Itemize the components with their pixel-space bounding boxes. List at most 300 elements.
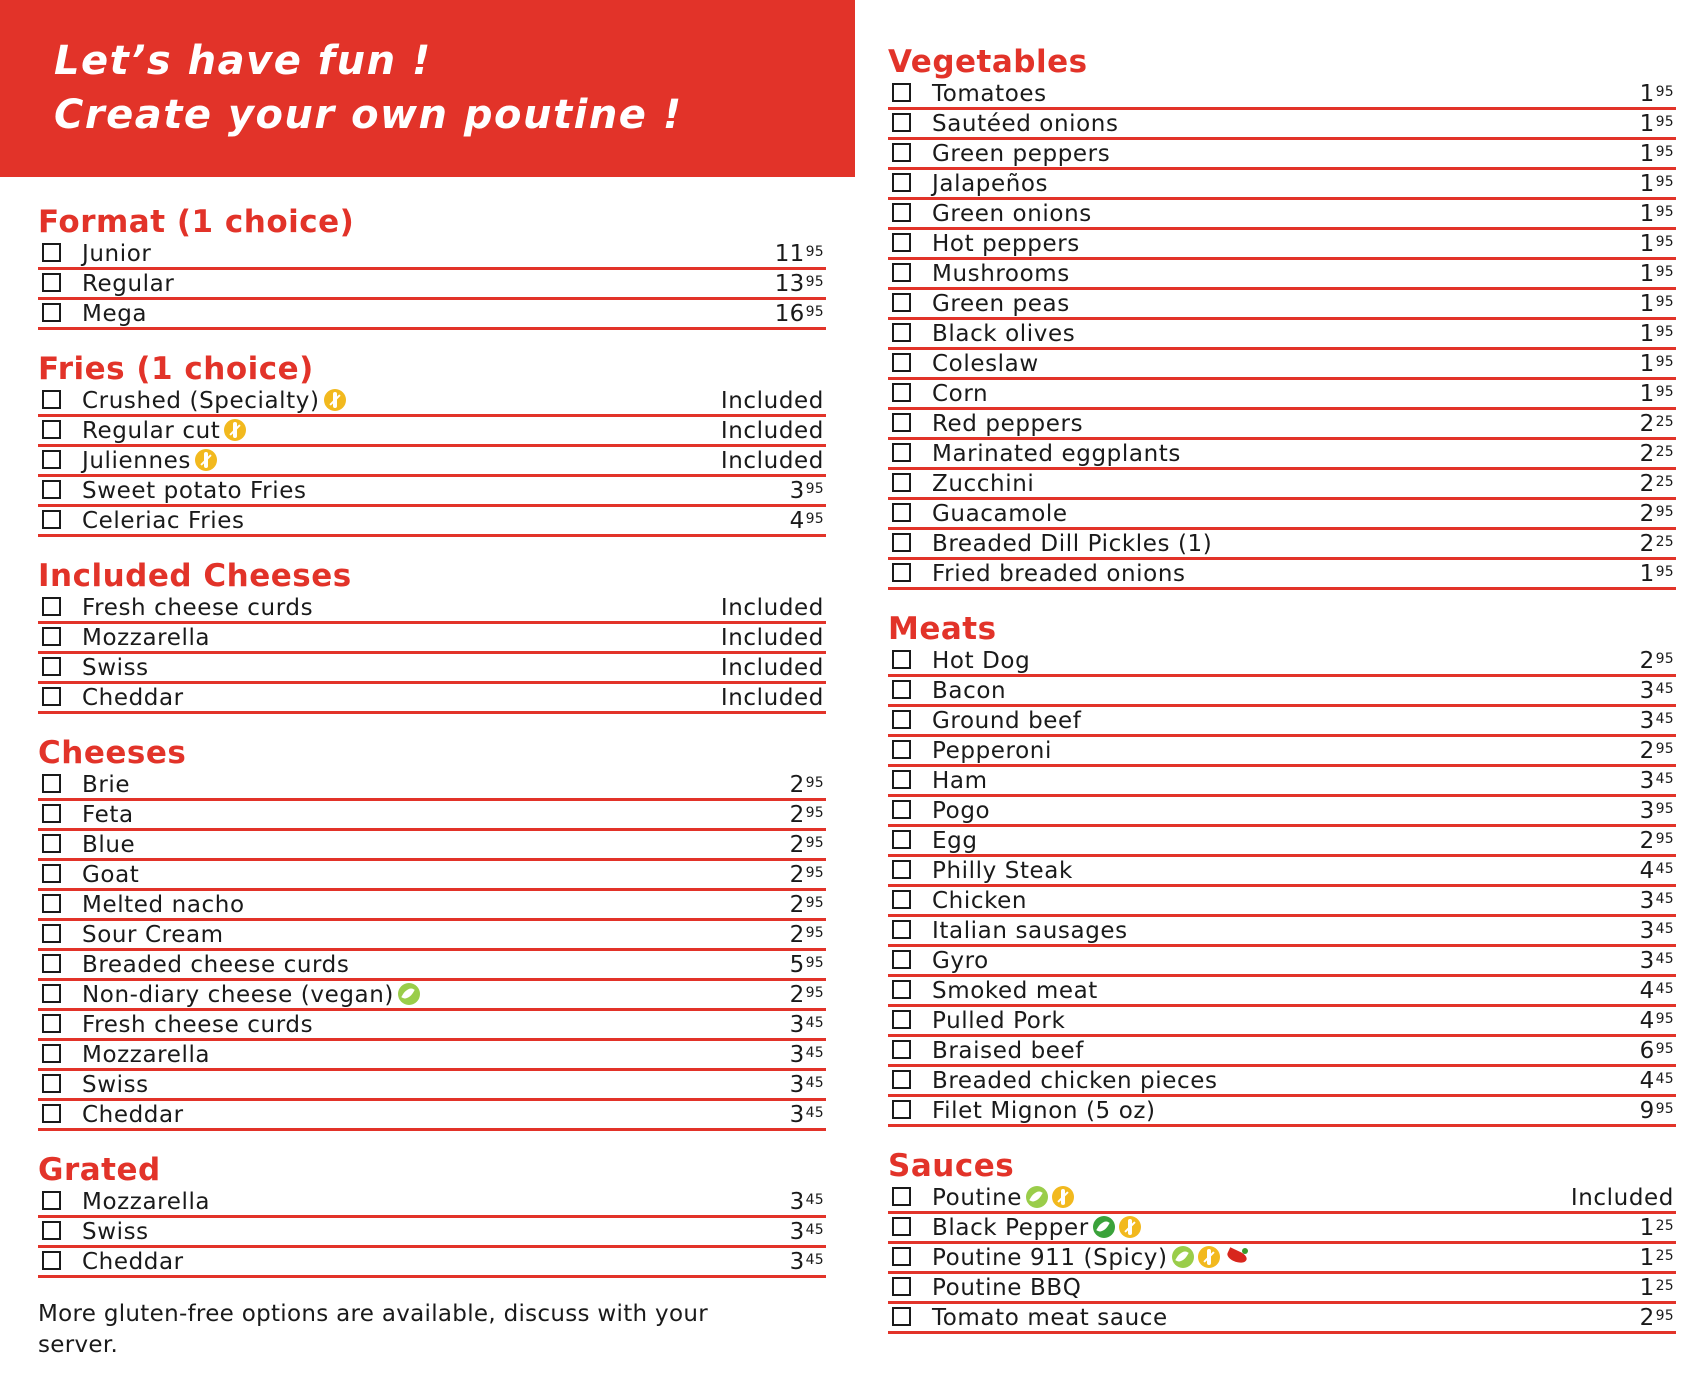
section-sauces	[888, 1148, 1676, 1334]
item-checkbox[interactable]	[42, 864, 61, 883]
menu-item-row[interactable]	[38, 1218, 826, 1248]
menu-item-row[interactable]	[38, 417, 826, 447]
item-label-wrap	[932, 947, 989, 975]
item-price	[1640, 797, 1674, 825]
menu-item-row[interactable]	[888, 140, 1676, 170]
vegan-leaf-icon	[398, 983, 420, 1005]
price-cents: 95	[1655, 1011, 1674, 1027]
item-label-wrap	[82, 981, 420, 1009]
item-checkbox[interactable]	[42, 687, 61, 706]
item-checkbox[interactable]	[892, 1040, 911, 1059]
price-dollars: 2	[1639, 531, 1655, 557]
price-dollars: 16	[774, 301, 805, 327]
item-label-wrap	[932, 977, 1098, 1005]
item-label: Blue	[82, 832, 136, 858]
item-label: Breaded Dill Pickles (1)	[932, 531, 1213, 557]
item-label-wrap	[932, 560, 1186, 588]
item-label: Gyro	[932, 948, 989, 974]
item-price	[1640, 887, 1674, 915]
item-checkbox[interactable]	[42, 984, 61, 1003]
item-label: Celeriac Fries	[82, 508, 245, 534]
price-cents: 25	[1655, 1218, 1674, 1234]
item-price	[721, 387, 824, 415]
item-label: Regular cut	[82, 418, 221, 444]
item-price	[790, 861, 824, 889]
menu-item-row[interactable]	[888, 470, 1676, 500]
menu-item-row[interactable]	[888, 440, 1676, 470]
item-checkbox[interactable]	[892, 473, 911, 492]
item-label: Filet Mignon (5 oz)	[932, 1098, 1156, 1124]
item-label: Melted nacho	[82, 892, 245, 918]
item-checkbox[interactable]	[42, 627, 61, 646]
price-cents: 95	[805, 304, 824, 320]
item-checkbox[interactable]	[892, 83, 911, 102]
price-dollars: 2	[1639, 828, 1655, 854]
item-checkbox[interactable]	[892, 980, 911, 999]
price-dollars: 1	[1639, 81, 1655, 107]
menu-item-row[interactable]	[888, 707, 1676, 737]
item-checkbox[interactable]	[42, 1251, 61, 1270]
price-cents: 95	[805, 835, 824, 851]
gluten-free-icon	[1119, 1216, 1141, 1238]
item-label-wrap	[82, 417, 246, 445]
vegan-leaf-icon	[1026, 1186, 1048, 1208]
item-checkbox[interactable]	[892, 1187, 911, 1206]
item-checkbox[interactable]	[42, 894, 61, 913]
item-checkbox[interactable]	[42, 597, 61, 616]
item-checkbox[interactable]	[42, 1044, 61, 1063]
price-cents: 95	[805, 985, 824, 1001]
item-checkbox[interactable]	[42, 303, 61, 322]
price-dollars: 3	[1639, 708, 1655, 734]
item-checkbox[interactable]	[892, 503, 911, 522]
item-label-wrap	[932, 677, 1006, 705]
item-checkbox[interactable]	[892, 860, 911, 879]
item-checkbox[interactable]	[892, 770, 911, 789]
menu-item-row[interactable]	[888, 380, 1676, 410]
menu-item-row[interactable]	[888, 350, 1676, 380]
menu-item-row[interactable]	[888, 1244, 1676, 1274]
item-label: Bacon	[932, 678, 1007, 704]
price-cents: 95	[1655, 1101, 1674, 1117]
item-checkbox[interactable]	[892, 830, 911, 849]
section-title: Included Cheeses	[38, 558, 352, 594]
section-title: Format (1 choice)	[38, 204, 355, 240]
price-dollars: 1	[1639, 1215, 1655, 1241]
item-price	[775, 300, 824, 328]
item-label: Poutine 911 (Spicy)	[932, 1245, 1168, 1271]
section-meats	[888, 611, 1676, 1127]
item-checkbox[interactable]	[42, 804, 61, 823]
item-label-wrap	[932, 410, 1083, 438]
menu-item-row[interactable]	[888, 1304, 1676, 1334]
menu-item-row[interactable]	[888, 1097, 1676, 1127]
menu-item-row[interactable]	[38, 624, 826, 654]
item-label: Fresh cheese curds	[82, 595, 314, 621]
menu-item-row[interactable]	[888, 1214, 1676, 1244]
item-checkbox[interactable]	[892, 143, 911, 162]
price-dollars: 2	[789, 862, 805, 888]
menu-item-row[interactable]	[888, 110, 1676, 140]
item-label: Mozzarella	[82, 1042, 211, 1068]
item-label: Feta	[82, 802, 134, 828]
item-checkbox[interactable]	[42, 243, 61, 262]
menu-item-row[interactable]	[888, 677, 1676, 707]
item-label: Coleslaw	[932, 351, 1039, 377]
price-dollars: Included	[720, 595, 824, 621]
price-dollars: 2	[789, 802, 805, 828]
item-checkbox[interactable]	[42, 1104, 61, 1123]
price-cents: 45	[1655, 921, 1674, 937]
price-dollars: 2	[1639, 441, 1655, 467]
price-dollars: 2	[1639, 501, 1655, 527]
price-cents: 45	[805, 1105, 824, 1121]
menu-item-row[interactable]	[888, 320, 1676, 350]
item-label-wrap	[932, 1244, 1250, 1272]
item-label: Italian sausages	[932, 918, 1128, 944]
item-label: Crushed (Specialty)	[82, 388, 320, 414]
item-label-wrap	[932, 170, 1048, 198]
item-checkbox[interactable]	[892, 233, 911, 252]
item-label-wrap	[82, 1218, 149, 1246]
item-checkbox[interactable]	[42, 1014, 61, 1033]
price-dollars: Included	[720, 685, 824, 711]
item-label: Ham	[932, 768, 988, 794]
item-label-wrap	[82, 624, 210, 652]
item-label-wrap	[932, 737, 1052, 765]
price-cents: 45	[805, 1015, 824, 1031]
item-label-wrap	[932, 1274, 1081, 1302]
item-label-wrap	[932, 1007, 1065, 1035]
price-cents: 95	[805, 511, 824, 527]
menu-item-row[interactable]	[38, 1011, 826, 1041]
menu-item-row[interactable]	[888, 947, 1676, 977]
menu-item-row[interactable]	[38, 684, 826, 714]
item-price	[721, 654, 824, 682]
item-checkbox[interactable]	[892, 1217, 911, 1236]
item-price	[1640, 1214, 1674, 1242]
menu-item-row[interactable]	[38, 300, 826, 330]
menu-item-row[interactable]	[888, 80, 1676, 110]
price-cents: 95	[805, 895, 824, 911]
item-label-wrap	[82, 300, 147, 328]
price-dollars: 3	[1639, 768, 1655, 794]
item-checkbox[interactable]	[892, 203, 911, 222]
item-price	[1640, 380, 1674, 408]
item-checkbox[interactable]	[42, 420, 61, 439]
item-checkbox[interactable]	[892, 920, 911, 939]
item-checkbox[interactable]	[892, 890, 911, 909]
item-label: Swiss	[82, 1219, 149, 1245]
price-dollars: 1	[1639, 381, 1655, 407]
menu-item-row[interactable]	[888, 530, 1676, 560]
menu-item-row[interactable]	[888, 977, 1676, 1007]
item-price	[790, 1248, 824, 1276]
menu-item-row[interactable]	[888, 410, 1676, 440]
item-checkbox[interactable]	[892, 680, 911, 699]
price-cents: 95	[1655, 504, 1674, 520]
price-cents: 95	[1655, 234, 1674, 250]
menu-item-row[interactable]	[888, 647, 1676, 677]
item-price	[1640, 677, 1674, 705]
price-cents: 25	[1655, 1278, 1674, 1294]
price-cents: 95	[1655, 204, 1674, 220]
item-label-wrap	[932, 140, 1110, 168]
item-label: Cheddar	[82, 1102, 184, 1128]
item-price	[790, 831, 824, 859]
item-label: Breaded cheese curds	[82, 952, 350, 978]
item-price	[790, 921, 824, 949]
price-dollars: Included	[720, 418, 824, 444]
price-dollars: 2	[789, 982, 805, 1008]
price-dollars: Included	[720, 448, 824, 474]
menu-item-row[interactable]	[888, 200, 1676, 230]
item-label-wrap	[932, 827, 978, 855]
gluten-free-icon	[324, 389, 346, 411]
item-checkbox[interactable]	[42, 657, 61, 676]
menu-item-row[interactable]	[888, 170, 1676, 200]
price-cents: 45	[1655, 951, 1674, 967]
item-checkbox[interactable]	[892, 950, 911, 969]
price-cents: 95	[805, 805, 824, 821]
item-price	[1640, 767, 1674, 795]
menu-item-row[interactable]	[888, 857, 1676, 887]
price-dollars: Included	[720, 655, 824, 681]
item-checkbox[interactable]	[892, 740, 911, 759]
item-checkbox[interactable]	[42, 1221, 61, 1240]
item-checkbox[interactable]	[42, 924, 61, 943]
item-checkbox[interactable]	[892, 563, 911, 582]
price-cents: 45	[805, 1222, 824, 1238]
menu-item-row[interactable]	[38, 654, 826, 684]
item-label-wrap	[932, 260, 1070, 288]
menu-item-row[interactable]	[888, 1274, 1676, 1304]
item-label-wrap	[82, 801, 134, 829]
price-cents: 95	[1655, 651, 1674, 667]
menu-item-row[interactable]	[38, 594, 826, 624]
item-checkbox[interactable]	[892, 800, 911, 819]
menu-item-row[interactable]	[888, 290, 1676, 320]
item-label-wrap	[82, 771, 130, 799]
menu-item-row[interactable]	[38, 1041, 826, 1071]
menu-item-row[interactable]	[888, 500, 1676, 530]
price-dollars: 3	[789, 1219, 805, 1245]
menu-item-row[interactable]	[888, 1037, 1676, 1067]
item-price	[790, 1101, 824, 1129]
item-label-wrap	[932, 887, 1027, 915]
item-checkbox[interactable]	[42, 273, 61, 292]
item-label-wrap	[932, 917, 1128, 945]
item-label: Swiss	[82, 655, 149, 681]
item-label: Black Pepper	[932, 1215, 1089, 1241]
menu-item-row[interactable]	[38, 240, 826, 270]
item-checkbox[interactable]	[892, 293, 911, 312]
menu-item-row[interactable]	[888, 260, 1676, 290]
item-label-wrap	[932, 80, 1047, 108]
item-label: Black olives	[932, 321, 1076, 347]
spicy-pepper-icon	[1224, 1246, 1250, 1268]
item-price	[1640, 1304, 1674, 1332]
item-checkbox[interactable]	[892, 1070, 911, 1089]
item-checkbox[interactable]	[892, 323, 911, 342]
menu-item-row[interactable]	[38, 831, 826, 861]
item-price	[1571, 1184, 1674, 1212]
right-column	[888, 44, 1676, 1355]
item-label: Goat	[82, 862, 140, 888]
item-checkbox[interactable]	[42, 480, 61, 499]
price-dollars: 3	[789, 1012, 805, 1038]
item-checkbox[interactable]	[892, 173, 911, 192]
item-checkbox[interactable]	[892, 1307, 911, 1326]
menu-item-row[interactable]	[38, 951, 826, 981]
menu-item-row[interactable]	[38, 270, 826, 300]
menu-item-row[interactable]	[888, 797, 1676, 827]
item-checkbox[interactable]	[892, 710, 911, 729]
section-title: Fries (1 choice)	[38, 351, 314, 387]
item-label: Braised beef	[932, 1038, 1084, 1064]
menu-item-row[interactable]	[888, 1067, 1676, 1097]
item-checkbox[interactable]	[42, 510, 61, 529]
item-checkbox[interactable]	[892, 1277, 911, 1296]
price-cents: 95	[805, 775, 824, 791]
item-checkbox[interactable]	[892, 353, 911, 372]
item-checkbox[interactable]	[42, 450, 61, 469]
item-label: Junior	[82, 241, 152, 267]
menu-item-row[interactable]	[888, 767, 1676, 797]
menu-item-row[interactable]	[38, 891, 826, 921]
item-price	[1640, 1007, 1674, 1035]
item-checkbox[interactable]	[892, 263, 911, 282]
item-checkbox[interactable]	[42, 390, 61, 409]
item-label-wrap	[82, 684, 184, 712]
menu-item-row[interactable]	[38, 447, 826, 477]
menu-item-row[interactable]	[38, 1248, 826, 1278]
price-cents: 25	[1655, 474, 1674, 490]
vegan-leaf-icon	[1172, 1246, 1194, 1268]
item-checkbox[interactable]	[892, 1100, 911, 1119]
item-checkbox[interactable]	[892, 533, 911, 552]
item-checkbox[interactable]	[892, 1247, 911, 1266]
item-label: Cheddar	[82, 1249, 184, 1275]
menu-item-row[interactable]	[888, 827, 1676, 857]
item-label-wrap	[932, 470, 1034, 498]
price-cents: 95	[805, 925, 824, 941]
item-checkbox[interactable]	[42, 954, 61, 973]
menu-item-row[interactable]	[888, 230, 1676, 260]
menu-item-row[interactable]	[888, 560, 1676, 590]
item-label-wrap	[932, 1304, 1168, 1332]
item-price	[1640, 647, 1674, 675]
menu-item-row[interactable]	[888, 917, 1676, 947]
item-checkbox[interactable]	[42, 834, 61, 853]
item-checkbox[interactable]	[42, 1191, 61, 1210]
menu-item-row[interactable]	[38, 387, 826, 417]
price-dollars: 1	[1639, 111, 1655, 137]
item-label: Red peppers	[932, 411, 1084, 437]
item-price	[1640, 260, 1674, 288]
item-label-wrap	[82, 951, 349, 979]
price-cents: 95	[1655, 1041, 1674, 1057]
item-label-wrap	[82, 1101, 184, 1129]
item-checkbox[interactable]	[892, 650, 911, 669]
item-label-wrap	[932, 230, 1080, 258]
price-dollars: 2	[789, 772, 805, 798]
menu-item-row[interactable]	[888, 887, 1676, 917]
menu-item-row[interactable]	[38, 1188, 826, 1218]
price-dollars: 3	[789, 1249, 805, 1275]
menu-item-row[interactable]	[38, 981, 826, 1011]
item-price	[1640, 737, 1674, 765]
item-checkbox[interactable]	[892, 443, 911, 462]
gluten-free-note: More gluten-free options are available, discuss with your server.	[38, 1301, 708, 1358]
menu-item-row[interactable]	[38, 771, 826, 801]
price-cents: 95	[805, 865, 824, 881]
item-checkbox[interactable]	[42, 1074, 61, 1093]
banner-title-line-1: Let’s have fun !	[54, 38, 432, 84]
item-checkbox[interactable]	[892, 1010, 911, 1029]
item-label-wrap	[82, 1011, 313, 1039]
item-label-wrap	[82, 447, 217, 475]
menu-item-row[interactable]	[38, 1101, 826, 1131]
price-dollars: 4	[1639, 1008, 1655, 1034]
item-price	[1640, 1244, 1674, 1272]
menu-item-row[interactable]	[888, 737, 1676, 767]
item-label-wrap	[82, 921, 224, 949]
item-label-wrap	[932, 857, 1073, 885]
menu-item-row[interactable]	[888, 1007, 1676, 1037]
menu-item-row[interactable]	[38, 921, 826, 951]
item-checkbox[interactable]	[42, 774, 61, 793]
item-checkbox[interactable]	[892, 413, 911, 432]
item-price	[1640, 230, 1674, 258]
price-dollars: Included	[1570, 1185, 1674, 1211]
item-label: Regular	[82, 271, 175, 297]
item-label: Swiss	[82, 1072, 149, 1098]
price-cents: 95	[1655, 801, 1674, 817]
item-label: Ground beef	[932, 708, 1082, 734]
item-label: Poutine BBQ	[932, 1275, 1082, 1301]
item-price	[1640, 530, 1674, 558]
item-price	[790, 771, 824, 799]
menu-item-row[interactable]	[38, 477, 826, 507]
menu-item-row[interactable]	[38, 861, 826, 891]
item-label-wrap	[82, 594, 313, 622]
menu-item-row[interactable]	[38, 507, 826, 537]
menu-item-row[interactable]	[38, 1071, 826, 1101]
section-title: Vegetables	[888, 44, 1088, 80]
item-checkbox[interactable]	[892, 113, 911, 132]
price-dollars: 2	[789, 922, 805, 948]
price-cents: 95	[1655, 384, 1674, 400]
price-dollars: 3	[789, 1102, 805, 1128]
menu-item-row[interactable]	[888, 1184, 1676, 1214]
item-label: Pogo	[932, 798, 991, 824]
menu-item-row[interactable]	[38, 801, 826, 831]
item-price	[721, 594, 824, 622]
price-cents: 95	[1655, 564, 1674, 580]
price-dollars: 4	[1639, 858, 1655, 884]
gluten-free-icon	[224, 419, 246, 441]
item-price	[721, 447, 824, 475]
section-title: Meats	[888, 611, 997, 647]
item-checkbox[interactable]	[892, 383, 911, 402]
item-label-wrap	[82, 861, 139, 889]
item-label-wrap	[932, 767, 988, 795]
item-price	[775, 270, 824, 298]
price-dollars: 2	[789, 832, 805, 858]
price-dollars: 3	[789, 1189, 805, 1215]
item-label-wrap	[932, 707, 1082, 735]
